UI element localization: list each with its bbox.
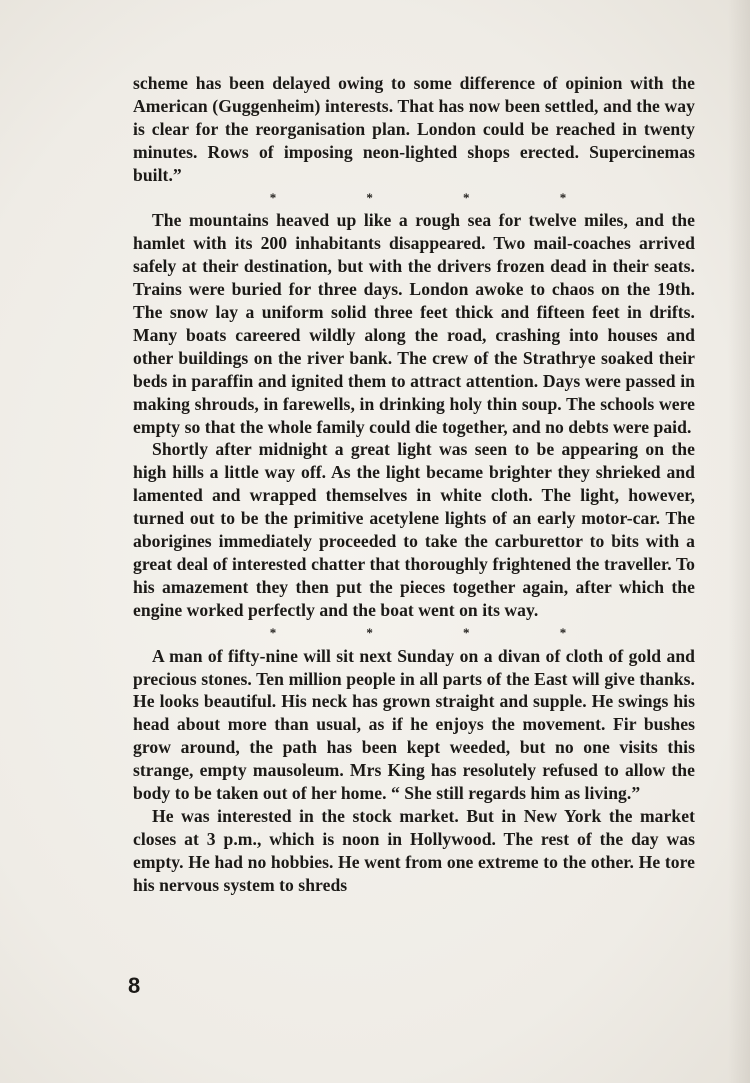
section-separator	[268, 187, 568, 210]
paragraph: A man of fifty-nine will sit next Sunday on a divan of cloth of gold and precious stones. Ten million people in all parts of the East will give thanks. He looks beautiful. His neck has grown straight and supple. He swings his head about more than usual, as if he enjoys the movement. Fir bushes grow around, the path has been kept weeded, but no one visits this strange, empty mausoleum. Mrs King has resolutely refused to allow the body to be taken out of her home. “ She still regards him as living.”	[133, 645, 695, 804]
separator-asterisk: *	[366, 624, 373, 640]
body-text	[133, 72, 695, 897]
separator-asterisk: *	[463, 189, 470, 205]
paragraph: He was interested in the stock market. But in New York the market closes at 3 p.m., which is noon in Hollywood. The rest of the day was empty. He had no hobbies. He went from one extreme to the other. He tore his nervous system to shreds	[133, 805, 695, 895]
separator-asterisk: *	[463, 624, 470, 640]
separator-asterisk: *	[559, 189, 567, 205]
paragraph: scheme has been delayed owing to some difference of opinion with the American (Guggenheim) interests. That has now been settled, and the way is clear for the reorganisation plan. London could be reached in twenty minutes. Rows of imposing neon-lighted shops erected. Supercinemas built.”	[133, 73, 695, 185]
separator-asterisk: *	[559, 624, 567, 640]
paragraph: The mountains heaved up like a rough sea for twelve miles, and the hamlet with its 200 inhabitants disappeared. Two mail-coaches arrived safely at their destination, but with the drivers frozen dead in their seats. Trains were buried for three days. London awoke to chaos on the 19th. The snow lay a uniform solid three feet thick and fifteen feet in drifts. Many boats careered wildly along the road, crashing into houses and other buildings on the river bank. The crew of the Strathrye soaked their beds in paraffin and ignited them to attract attention. Days were passed in making shrouds, in farewells, in drinking holy thin soup. The schools were empty so that the whole family could die together, and no debts were paid.	[133, 210, 695, 437]
page-number: 8	[128, 973, 141, 998]
separator-asterisk: *	[366, 189, 373, 205]
separator-asterisk: *	[269, 624, 277, 640]
section-separator	[268, 622, 568, 645]
paragraph: Shortly after midnight a great light was seen to be appearing on the high hills a little way off. As the light became brighter they shrieked and lamented and wrapped themselves in white cloth. The light, however, turned out to be the primitive acetylene lights of an early motor-car. The aborigines immediately proceeded to take the carburettor to bits with a great deal of interested chatter that thoroughly frightened the traveller. To his amazement they then put the pieces together again, after which the engine worked perfectly and the boat went on its way.	[133, 439, 695, 620]
separator-asterisk: *	[269, 189, 277, 205]
